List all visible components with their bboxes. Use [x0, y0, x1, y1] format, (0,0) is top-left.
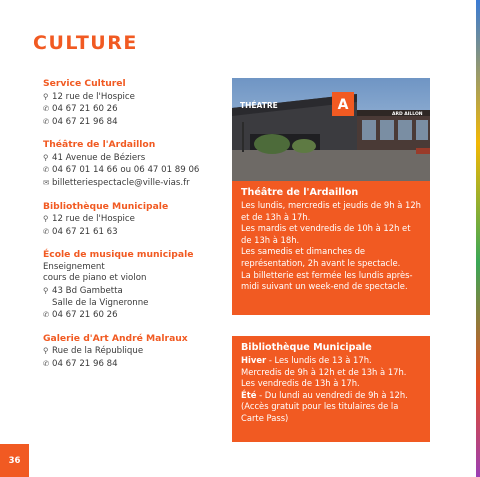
- phone-icon: ✆: [43, 226, 50, 236]
- phone-icon: ✆: [43, 310, 50, 320]
- contacts-column: [43, 78, 228, 381]
- winter-text: - Les lundis de 13 à 17h.: [266, 355, 372, 365]
- contact-line: [43, 164, 228, 177]
- contact-block: [43, 249, 228, 321]
- contact-block: [43, 333, 228, 371]
- page-number: 36: [0, 444, 29, 477]
- location-pin-icon: ⚲: [43, 91, 49, 101]
- contact-text: Rue de la République: [52, 346, 144, 357]
- contact-block: [43, 139, 228, 189]
- location-pin-icon: ⚲: [43, 214, 49, 224]
- location-pin-icon: ⚲: [43, 285, 49, 295]
- theatre-hours-paragraph: Les samedis et dimanches de représentation, 2h avant le spectacle.: [241, 246, 401, 268]
- summer-label: Été: [241, 389, 257, 400]
- contact-line: [43, 285, 228, 298]
- theatre-illustration: [232, 78, 430, 181]
- contact-line: [43, 177, 228, 190]
- contact-block: [43, 78, 228, 128]
- contact-line: [43, 309, 228, 322]
- library-panel-heading: Bibliothèque Municipale: [241, 342, 372, 353]
- contact-line: [43, 226, 228, 239]
- contact-line: [43, 103, 228, 116]
- contact-heading: École de musique municipale: [43, 249, 194, 261]
- theatre-hours-panel: [232, 181, 430, 315]
- winter-hours: [241, 355, 421, 367]
- contact-line: [43, 273, 228, 285]
- summer-hours: [241, 390, 421, 425]
- summer-text: - Du lundi au vendredi de 9h à 12h. (Accès gratuit pour les titulaires de la Carte Pass): [241, 389, 408, 423]
- contact-heading: Service Culturel: [43, 78, 126, 89]
- contact-heading: Galerie d'Art André Malraux: [43, 332, 188, 344]
- phone-icon: ✆: [43, 358, 50, 368]
- contact-line: [43, 213, 228, 226]
- contact-text: 04 67 01 14 66 ou 06 47 01 89 06: [52, 165, 200, 176]
- contact-line: [43, 91, 228, 104]
- contact-text: 04 67 21 60 26: [52, 104, 118, 115]
- contact-text: billetteriespectacle@ville-vias.fr: [52, 177, 190, 188]
- contact-text: Salle de la Vigneronne: [52, 297, 149, 308]
- location-pin-icon: ⚲: [43, 346, 49, 356]
- phone-icon: ✆: [43, 165, 50, 175]
- contact-text: 43 Bd Gambetta: [52, 285, 123, 296]
- location-pin-icon: ⚲: [43, 152, 49, 162]
- contact-text: 12 rue de l'Hospice: [52, 91, 135, 102]
- theatre-hours-paragraph: Les lundis, mercredis et jeudis de 9h à 12h et de 13h à 17h.: [241, 200, 421, 222]
- contact-line: [43, 116, 228, 129]
- contact-text: 04 67 21 96 84: [52, 358, 118, 369]
- winter-line: Les vendredis de 13h à 17h.: [241, 378, 360, 389]
- theatre-photo: [232, 78, 430, 181]
- contact-heading: Théâtre de l'Ardaillon: [43, 139, 156, 151]
- contact-text: 04 67 21 96 84: [52, 116, 118, 127]
- page-title: CULTURE: [33, 32, 138, 54]
- theatre-panel-heading: Théâtre de l'Ardaillon: [241, 187, 359, 198]
- phone-icon: ✆: [43, 104, 50, 114]
- winter-line: Mercredis de 9h à 12h et de 13h à 17h.: [241, 366, 407, 377]
- mail-icon: ✉: [43, 177, 50, 187]
- contact-text: 41 Avenue de Béziers: [52, 152, 146, 163]
- winter-label: Hiver: [241, 355, 267, 365]
- theatre-hours-paragraph: Les mardis et vendredis de 10h à 12h et de 13h à 18h.: [241, 223, 411, 245]
- edge-color-stripe: [476, 0, 480, 477]
- contact-text: Enseignement: [43, 261, 105, 272]
- contact-text: 04 67 21 60 26: [52, 310, 118, 321]
- theatre-hours-paragraph: La billetterie est fermée les lundis après-midi suivant un week-end de spectacle.: [241, 269, 413, 292]
- contact-text: 12 rue de l'Hospice: [52, 214, 135, 225]
- contact-heading: Bibliothèque Municipale: [43, 200, 169, 212]
- contact-block: [43, 201, 228, 239]
- contact-line: [43, 262, 228, 274]
- contact-line: [43, 298, 228, 310]
- contact-text: cours de piano et violon: [43, 273, 147, 284]
- contact-text: 04 67 21 61 63: [52, 226, 118, 237]
- contact-line: [43, 152, 228, 165]
- photo-right-sign-text: ARD AILLON: [392, 112, 423, 117]
- svg-text:A: A: [337, 97, 349, 113]
- photo-sign-text: THÉATRE: [240, 101, 278, 110]
- phone-icon: ✆: [43, 116, 50, 126]
- contact-line: [43, 345, 228, 358]
- contact-line: [43, 358, 228, 371]
- library-hours-panel: [232, 336, 430, 442]
